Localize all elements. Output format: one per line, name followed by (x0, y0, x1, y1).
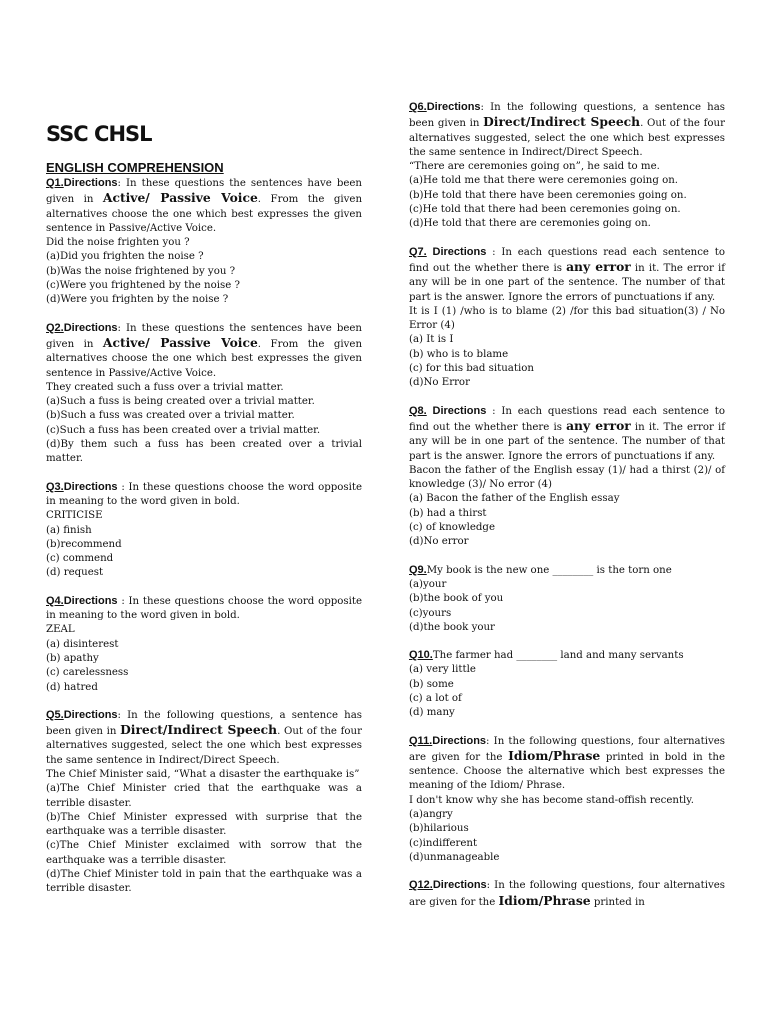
directions-label: Directions (63, 708, 118, 721)
option-b: (b)hilarious (409, 823, 469, 835)
option-d: (d)The Chief Minister told in pain that the earthquake was a terrible disaster. (46, 869, 362, 895)
directions-label: Directions (63, 480, 118, 493)
page-header-title: SSC CHSL (46, 122, 152, 146)
question-6-number: Q6. (409, 101, 427, 113)
question-11-directions: Q11.Directions: In the following questions, four alternatives are given for the Idiom/Phrase printed in bold in the sentence. Choose the alternative which best expresses the meaning of the Idiom/ Phrase. (409, 734, 725, 792)
question-3-directions: Q3.Directions : In these questions choose the word opposite in meaning to the word given in bold. (46, 480, 362, 507)
keyword: Direct/Indirect Speech (483, 114, 641, 130)
question-8 (409, 404, 725, 550)
question-8-number: Q8. (409, 404, 427, 417)
left-column (46, 122, 362, 910)
option-c: (c) carelessness (46, 667, 129, 679)
option-d: (d)No Error (409, 377, 470, 389)
keyword: Active/ Passive Voice (102, 190, 258, 206)
question-1-directions: Q1.Directions: In these questions the sentences have been given in Active/ Passive Voice. From the given alternatives choose the one which best expresses the given sentence in Passive/Active Voice. (46, 177, 363, 234)
question-7-stem: It is I (1) /who is to blame (2) /for this bad situation(3) / No Error (4) (409, 305, 725, 332)
directions-label: Directions (63, 594, 118, 607)
question-7-number: Q7. (409, 245, 427, 258)
question-10-number: Q10. (409, 649, 433, 662)
question-6 (409, 100, 725, 232)
question-5-number: Q5. (46, 708, 64, 721)
option-b: (b)recommend (46, 538, 122, 550)
question-5-stem: The Chief Minister said, “What a disaster the earthquake is” (46, 768, 360, 780)
option-a: (a) It is I (409, 334, 454, 346)
option-c: (c)Were you frightened by the noise ? (46, 280, 240, 292)
option-c: (c) a lot of (409, 692, 462, 704)
keyword: any error (566, 258, 631, 274)
option-c: (c)Such a fuss has been created over a trivial matter. (46, 424, 321, 436)
question-4 (46, 594, 362, 695)
question-3 (46, 480, 362, 581)
option-c: (c) commend (46, 553, 114, 565)
question-10 (409, 648, 725, 720)
question-6-stem: “There are ceremonies going on”, he said to me. (409, 161, 660, 173)
question-8-directions: Q8. Directions : In each questions read each sentence to find out the whether there is any error in it. The error if any will be in one part of the sentence. The number of that part is the answer. Ignore the errors of punctuations if any. (409, 404, 725, 462)
directions-label: Directions (432, 734, 487, 747)
option-b: (b)Such a fuss was created over a trivial matter. (46, 410, 295, 422)
option-d: (d)No error (409, 536, 469, 548)
question-6-directions: Q6.Directions: In the following questions, a sentence has been given in Direct/Indirect Speech. Out of the four alternatives suggested, select the one which best expresses the same sentence in Indirect/Direct Speech. (409, 101, 725, 158)
directions-label: Directions (432, 245, 487, 258)
option-a: (a)angry (409, 809, 453, 821)
question-1-stem: Did the noise frighten you ? (46, 237, 190, 249)
option-a: (a) Bacon the father of the English essay (409, 493, 620, 505)
question-9-stem: Q9.My book is the new one ________ is the torn one (409, 563, 672, 576)
option-d: (d)He told that there are ceremonies going on. (409, 218, 651, 230)
right-column (409, 100, 725, 923)
question-11 (409, 734, 725, 866)
option-b: (b)The Chief Minister expressed with surprise that the earthquake was a terrible disaster. (46, 811, 362, 838)
option-a: (a)Such a fuss is being created over a trivial matter. (46, 396, 315, 408)
question-9 (409, 563, 725, 635)
question-4-stem: ZEAL (46, 624, 75, 636)
question-5-directions: Q5.Directions: In the following questions, a sentence has been given in Direct/Indirect Speech. Out of the four alternatives suggested, select the one which best expresses the same sentence in Indirect/Direct Speech. (46, 708, 362, 766)
directions-label: Directions (432, 404, 487, 417)
keyword: Idiom/Phrase (508, 747, 601, 763)
question-2 (46, 321, 362, 467)
option-d: (d) many (409, 707, 455, 719)
option-a: (a) finish (46, 524, 92, 536)
question-3-number: Q3. (46, 480, 64, 493)
question-2-stem: They created such a fuss over a trivial matter. (46, 381, 284, 393)
question-11-number: Q11. (409, 734, 433, 747)
question-5 (46, 708, 362, 897)
question-9-number: Q9. (409, 563, 427, 576)
question-7-directions: Q7. Directions : In each questions read each sentence to find out the whether there is any error in it. The error if any will be in one part of the sentence. The number of that part is the answer. Ignore the errors of punctuations if any. (409, 245, 725, 303)
question-2-directions: Q2.Directions: In these questions the sentences have been given in Active/ Passive Voice. From the given alternatives choose the one which best expresses the given sentence in Passive/Active Voice. (46, 321, 363, 379)
option-b: (b)the book of you (409, 593, 504, 605)
option-d: (d)By them such a fuss has been created over a trivial matter. (46, 439, 362, 465)
directions-label: Directions (426, 101, 481, 113)
option-d: (d) request (46, 567, 104, 579)
option-c: (c)He told that there had been ceremonies going on. (409, 204, 681, 216)
question-2-number: Q2. (46, 321, 64, 334)
option-b: (b) who is to blame (409, 348, 509, 360)
option-d: (d)unmanageable (409, 851, 500, 863)
option-b: (b)He told that there have been ceremonies going on. (409, 189, 687, 201)
option-a: (a) disinterest (46, 638, 119, 650)
question-3-stem: CRITICISE (46, 510, 103, 522)
directions-label: Directions (432, 879, 487, 892)
question-12 (409, 878, 725, 910)
question-4-number: Q4. (46, 594, 64, 607)
option-b: (b) had a thirst (409, 507, 487, 519)
option-a: (a)your (409, 578, 447, 590)
question-11-stem: I don't know why she has become stand-offish recently. (409, 794, 694, 806)
question-12-number: Q12. (409, 879, 433, 892)
question-10-stem: Q10.The farmer had ________ land and many servants (409, 649, 684, 662)
question-4-directions: Q4.Directions : In these questions choose the word opposite in meaning to the word given in bold. (46, 594, 362, 622)
option-d: (d) hatred (46, 681, 98, 693)
option-b: (b) apathy (46, 652, 99, 664)
directions-label: Directions (63, 177, 118, 189)
option-d: (d)the book your (409, 621, 495, 633)
keyword: any error (566, 417, 631, 433)
option-d: (d)Were you frighten by the noise ? (46, 294, 229, 306)
option-a: (a) very little (409, 664, 476, 676)
keyword: Active/ Passive Voice (102, 334, 258, 350)
keyword: Direct/Indirect Speech (120, 722, 278, 738)
keyword: Idiom/Phrase (498, 892, 591, 908)
option-a: (a)Did you frighten the noise ? (46, 251, 204, 263)
directions-label: Directions (63, 321, 118, 334)
question-12-directions: Q12.Directions: In the following questions, four alternatives are given for the Idiom/Phrase printed in (409, 879, 725, 908)
question-1 (46, 176, 362, 308)
option-b: (b) some (409, 678, 454, 690)
option-c: (c) of knowledge (409, 522, 495, 534)
option-b: (b)Was the noise frightened by you ? (46, 265, 236, 277)
option-c: (c) for this bad situation (409, 363, 534, 375)
question-1-number: Q1. (46, 177, 64, 189)
option-c: (c)yours (409, 607, 452, 619)
option-a: (a)The Chief Minister cried that the earthquake was a terrible disaster. (46, 783, 362, 809)
question-7 (409, 245, 725, 391)
option-a: (a)He told me that there were ceremonies going on. (409, 175, 679, 187)
question-8-stem: Bacon the father of the English essay (1)/ had a thirst (2)/ of knowledge (3)/ No error (4) (409, 464, 725, 491)
option-c: (c)The Chief Minister exclaimed with sorrow that the earthquake was a terrible disaster. (46, 840, 362, 866)
option-c: (c)indifferent (409, 837, 478, 849)
section-title: ENGLISH COMPREHENSION (46, 160, 224, 175)
